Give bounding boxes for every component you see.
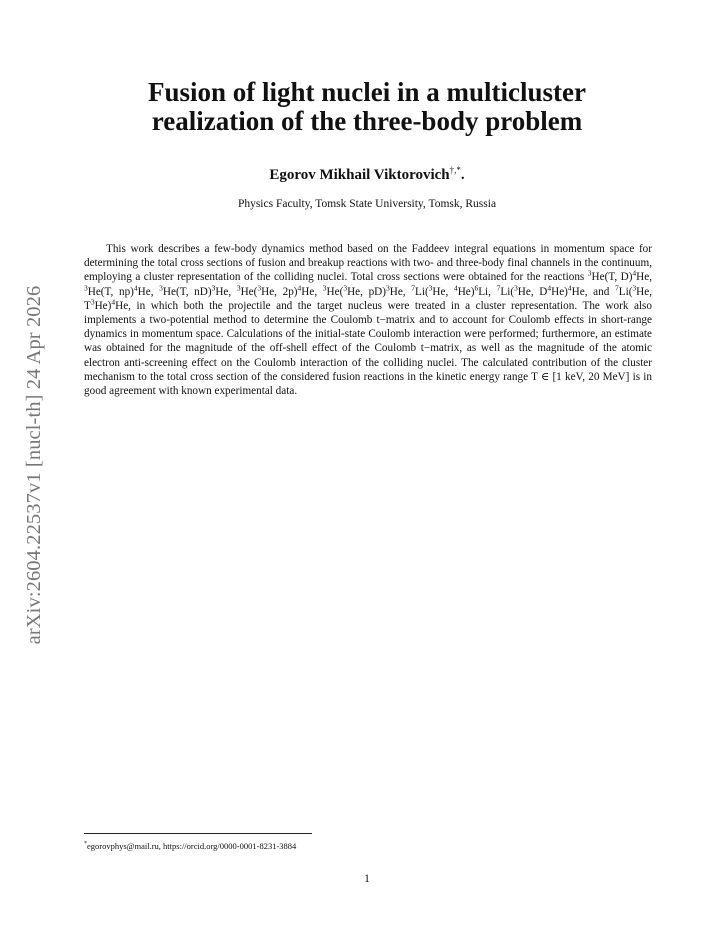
title-line-1: Fusion of light nuclei in a multicluster bbox=[147, 77, 587, 107]
mass-number: 3 bbox=[322, 282, 327, 292]
reaction-text: He, bbox=[432, 285, 454, 298]
reaction-formula bbox=[322, 282, 412, 298]
reaction-text: Li( bbox=[500, 285, 515, 298]
mass-number: 4 bbox=[111, 297, 116, 307]
mass-number: 7 bbox=[615, 282, 619, 292]
reaction-text: He(T, np) bbox=[87, 285, 134, 298]
footnote-mark: * bbox=[84, 841, 87, 847]
mass-number: 6 bbox=[474, 282, 479, 292]
reaction-text: He) bbox=[551, 285, 568, 298]
mass-number: 4 bbox=[453, 282, 458, 292]
reaction-formula bbox=[84, 282, 160, 298]
reaction-text: Li( bbox=[415, 285, 429, 298]
mass-number: 4 bbox=[632, 268, 637, 278]
footnote bbox=[84, 838, 644, 852]
mass-number: 3 bbox=[343, 282, 348, 292]
affiliation: Physics Faculty, Tomsk State University, Tomsk, Russia bbox=[237, 198, 497, 210]
mass-number: 3 bbox=[90, 297, 95, 307]
reaction-text: He, bbox=[636, 271, 653, 284]
mass-number: 3 bbox=[257, 282, 262, 292]
title-line-2: realization of the three-body problem bbox=[151, 106, 583, 136]
reaction-text: He, T bbox=[84, 285, 653, 312]
reaction-text: He, bbox=[115, 299, 131, 312]
reaction-text: He, and bbox=[571, 285, 615, 298]
arxiv-identifier: arXiv:2604.22537v1 [nucl-th] 24 Apr 2026 bbox=[23, 285, 45, 645]
mass-number: 3 bbox=[159, 282, 163, 292]
reaction-text: He, bbox=[137, 285, 160, 298]
reaction-text: He, bbox=[389, 285, 412, 298]
mass-number: 3 bbox=[236, 282, 241, 292]
paper-title bbox=[70, 78, 664, 136]
reaction-formula bbox=[159, 282, 237, 298]
reaction-text: Li( bbox=[618, 285, 633, 298]
reaction-text: He) bbox=[457, 285, 475, 298]
abstract bbox=[84, 242, 652, 398]
reaction-formula bbox=[496, 282, 615, 298]
reaction-text: He(T, D) bbox=[591, 271, 633, 284]
abstract-intro: This work describes a few-body dynamics method based on the Faddeev integral equations in momentum space for determining the total cross sections of fusion and breakup reactions with two- and three-body final channels in the continuum, employing a cluster representation of the colliding nuclei. Total cross sections were obtained for the reactions bbox=[84, 243, 652, 284]
mass-number: 7 bbox=[496, 282, 501, 292]
reaction-text: He, bbox=[301, 285, 323, 298]
mass-number: 4 bbox=[547, 282, 552, 292]
reaction-text: He( bbox=[326, 285, 344, 298]
reaction-text: He(T, nD) bbox=[162, 285, 212, 298]
abstract-body: in which both the projectile and the target nucleus were treated in a cluster representation. The work also implements a two-potential method to determine the Coulomb t−matrix and to account for Coulomb effects in short-range dynamics in momentum space. Calculations of the initial-state Coulomb interaction were performed; furthermore, an estimate was obtained for the magnitude of the off-shell effect of the Coulomb t−matrix, as well as the magnitude of the atomic electron anti-screening effect on the Coulomb interaction of the colliding nuclei. The calculated contribution of the cluster mechanism to the total cross section of the considered fusion reactions in the kinetic energy range T ∈ [1 keV, 20 MeV] is in good agreement with known experimental data. bbox=[84, 299, 652, 398]
author-line: Egorov Mikhail Viktorovich†,*. bbox=[269, 165, 465, 183]
reaction-text: He, bbox=[215, 285, 237, 298]
reaction-text: He, pD) bbox=[347, 285, 386, 298]
reaction-text: Li, bbox=[478, 285, 497, 298]
reaction-formula bbox=[587, 268, 653, 284]
footnote-rule bbox=[84, 833, 312, 834]
reaction-formula bbox=[411, 282, 497, 298]
author-footnote-marks: †,* bbox=[449, 165, 461, 175]
reaction-text: He, 2p) bbox=[261, 285, 298, 298]
arxiv-side-stamp bbox=[20, 255, 48, 675]
footnote-contact: egorovphys@mail.ru, https://orcid.org/0000-0001-8231-3884 bbox=[87, 840, 297, 851]
mass-number: 7 bbox=[411, 282, 415, 292]
mass-number: 3 bbox=[428, 282, 433, 292]
mass-number: 3 bbox=[632, 282, 637, 292]
author-name: Egorov Mikhail Viktorovich bbox=[269, 167, 450, 183]
reaction-text: He( bbox=[240, 285, 258, 298]
mass-number: 3 bbox=[587, 268, 592, 278]
mass-number: 4 bbox=[567, 282, 572, 292]
mass-number: 4 bbox=[133, 282, 138, 292]
mass-number: 3 bbox=[514, 282, 518, 292]
mass-number: 3 bbox=[385, 282, 390, 292]
reaction-text: He, D bbox=[517, 285, 548, 298]
reaction-formula bbox=[236, 282, 323, 298]
mass-number: 3 bbox=[84, 282, 88, 292]
page-number: 1 bbox=[364, 873, 370, 885]
mass-number: 3 bbox=[211, 282, 216, 292]
mass-number: 4 bbox=[297, 282, 302, 292]
reaction-text: He) bbox=[94, 299, 112, 312]
